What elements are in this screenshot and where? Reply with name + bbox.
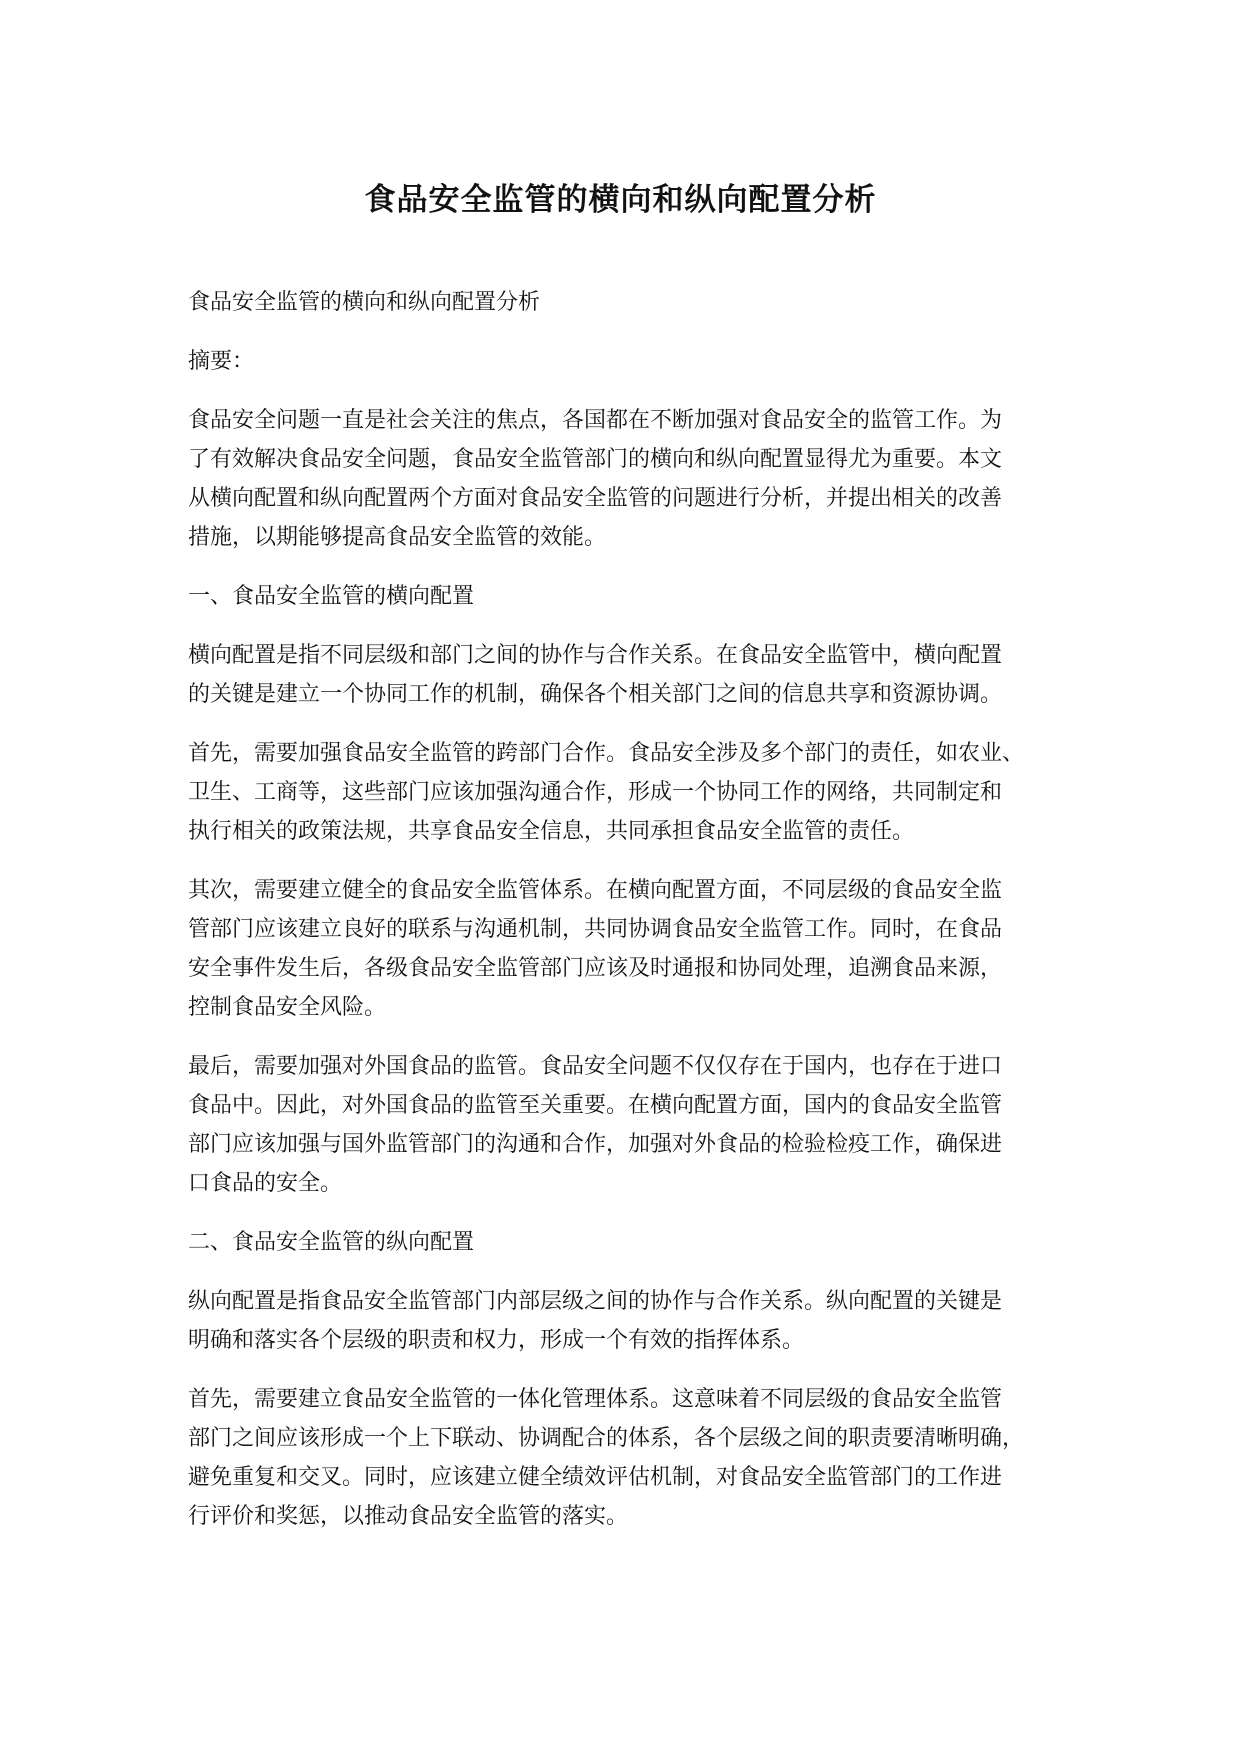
paragraph-horizontal-second [188,871,1078,1027]
paragraph-vertical-first [188,1380,1078,1536]
text-line: 部门应该加强与国外监管部门的沟通和合作，加强对外食品的检验检疫工作，确保进 [188,1132,1003,1157]
text-line: 措施，以期能够提高食品安全监管的效能。 [188,525,607,550]
text-line: 其次，需要建立健全的食品安全监管体系。在横向配置方面，不同层级的食品安全监 [188,878,1003,903]
text-line: 控制食品安全风险。 [188,995,387,1020]
paragraph-abstract-label [188,342,1078,381]
paragraph-abstract [188,401,1078,557]
text-line: 卫生、工商等，这些部门应该加强沟通合作，形成一个协同工作的网络，共同制定和 [188,780,1003,805]
text-line: 二、食品安全监管的纵向配置 [188,1230,475,1255]
text-line: 摘要： [188,349,255,374]
text-line: 了有效解决食品安全问题，食品安全监管部门的横向和纵向配置显得尤为重要。本文 [188,447,1003,472]
text-line: 口食品的安全。 [188,1171,343,1196]
text-line: 首先，需要建立食品安全监管的一体化管理体系。这意味着不同层级的食品安全监管 [188,1387,1003,1412]
text-line: 首先，需要加强食品安全监管的跨部门合作。食品安全涉及多个部门的责任，如农业、 [188,741,1025,766]
paragraph-vertical-definition [188,1282,1078,1360]
text-line: 食品安全问题一直是社会关注的焦点，各国都在不断加强对食品安全的监管工作。为 [188,408,1003,433]
section-heading-horizontal [188,577,1078,616]
text-line: 执行相关的政策法规，共享食品安全信息，共同承担食品安全监管的责任。 [188,819,915,844]
text-line: 部门之间应该形成一个上下联动、协调配合的体系，各个层级之间的职责要清晰明确， [188,1426,1025,1451]
paragraph-horizontal-definition [188,636,1078,714]
text-line: 一、食品安全监管的横向配置 [188,584,475,609]
text-line: 最后，需要加强对外国食品的监管。食品安全问题不仅仅存在于国内，也存在于进口 [188,1054,1003,1079]
text-line: 食品安全监管的横向和纵向配置分析 [188,290,541,315]
paragraph-horizontal-first [188,734,1078,851]
paragraph-subtitle [188,283,1078,322]
text-line: 安全事件发生后，各级食品安全监管部门应该及时通报和协同处理，追溯食品来源， [188,956,1003,981]
text-line: 的关键是建立一个协同工作的机制，确保各个相关部门之间的信息共享和资源协调。 [188,682,1003,707]
text-line: 行评价和奖惩，以推动食品安全监管的落实。 [188,1504,629,1529]
text-line: 食品中。因此，对外国食品的监管至关重要。在横向配置方面，国内的食品安全监管 [188,1093,1003,1118]
document-body [188,283,1078,1556]
text-line: 明确和落实各个层级的职责和权力，形成一个有效的指挥体系。 [188,1328,805,1353]
text-line: 从横向配置和纵向配置两个方面对食品安全监管的问题进行分析，并提出相关的改善 [188,486,1003,511]
text-line: 管部门应该建立良好的联系与沟通机制，共同协调食品安全监管工作。同时，在食品 [188,917,1003,942]
paragraph-horizontal-last [188,1047,1078,1203]
document-title: 食品安全监管的横向和纵向配置分析 [364,182,877,218]
text-line: 纵向配置是指食品安全监管部门内部层级之间的协作与合作关系。纵向配置的关键是 [188,1289,1003,1314]
section-heading-vertical [188,1223,1078,1262]
text-line: 横向配置是指不同层级和部门之间的协作与合作关系。在食品安全监管中，横向配置 [188,643,1003,668]
text-line: 避免重复和交叉。同时，应该建立健全绩效评估机制，对食品安全监管部门的工作进 [188,1465,1003,1490]
